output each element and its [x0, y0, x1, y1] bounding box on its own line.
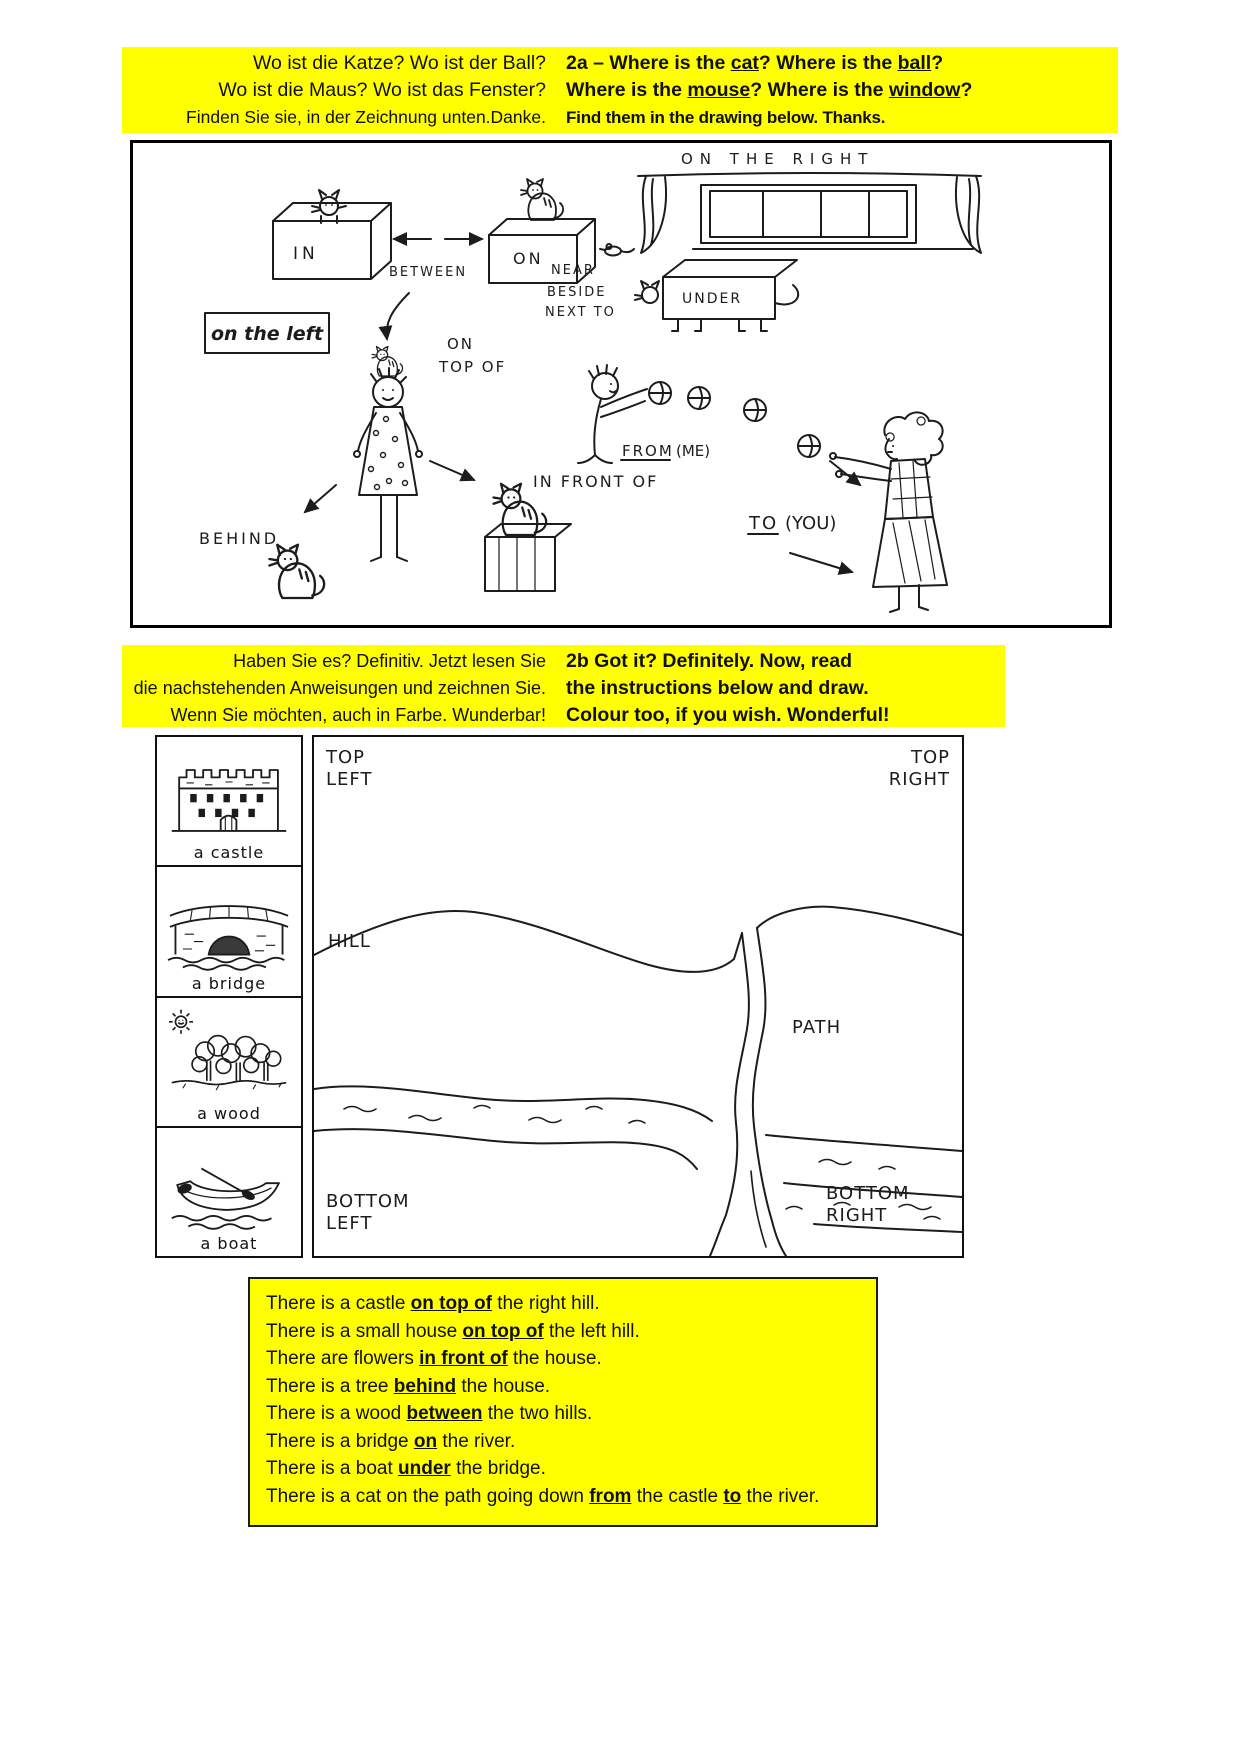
- wood-icon: [159, 1007, 299, 1103]
- german-line: Wo ist die Maus? Wo ist das Fenster?: [218, 79, 546, 101]
- window-illustration: [638, 173, 981, 253]
- prepositions-cartoon: [133, 143, 1109, 625]
- landscape-drawing: [314, 737, 962, 1256]
- english-line: 2b Got it? Definitely. Now, read: [566, 650, 853, 672]
- section-2a-english: [546, 50, 1118, 133]
- instructions-box: [248, 1277, 878, 1527]
- cat-in-front: [494, 484, 547, 535]
- woman-illustration: [830, 412, 947, 612]
- german-line: Finden Sie sie, in der Zeichnung unten.Danke.: [186, 107, 546, 127]
- arrow-ball-flight: [830, 461, 860, 485]
- path-left-edge: [710, 933, 749, 1256]
- label-behind: BEHIND: [199, 529, 280, 548]
- label-path: PATH: [792, 1017, 842, 1038]
- cat-in-box-illustration: [273, 190, 391, 279]
- key-label-castle: a castle: [193, 843, 265, 863]
- key-label-boat: a boat: [200, 1234, 258, 1253]
- label-on-the-left: on the left: [210, 323, 324, 345]
- cat-on-box: [521, 179, 563, 220]
- label-on-top-of-1: ON: [447, 335, 475, 353]
- label-between: BETWEEN: [389, 265, 468, 280]
- label-bottom-right-2: RIGHT: [826, 1205, 888, 1226]
- german-line: Wo ist die Katze? Wo ist der Ball?: [253, 52, 546, 74]
- instruction-line: There is a bridge on the river.: [266, 1430, 516, 1452]
- label-from: FROM: [622, 442, 674, 460]
- bridge-icon: [159, 877, 299, 973]
- instruction-line: There is a boat under the bridge.: [266, 1458, 546, 1479]
- instruction-line: There is a tree behind the house.: [266, 1375, 551, 1397]
- key-cell-wood: [157, 998, 301, 1128]
- boat-icon: [159, 1137, 299, 1233]
- cat-behind: [269, 545, 324, 598]
- label-bottom-left-2: LEFT: [326, 1213, 373, 1234]
- label-top-right-2: RIGHT: [888, 769, 950, 790]
- key-cell-bridge: [157, 867, 301, 997]
- label-me: (ME): [676, 442, 711, 460]
- english-line: Where is the mouse? Where is the window?: [566, 79, 973, 101]
- label-on-the-right: ON THE RIGHT: [681, 150, 875, 168]
- german-line: Haben Sie es? Definitiv. Jetzt lesen Sie: [233, 651, 546, 671]
- label-under: UNDER: [682, 291, 743, 307]
- key-label-wood: a wood: [197, 1103, 261, 1123]
- german-line: Wenn Sie möchten, auch in Farbe. Wunderbar!: [170, 705, 546, 725]
- label-beside: BESIDE: [547, 285, 607, 300]
- arrow-behind: [305, 485, 336, 512]
- castle-icon: [159, 746, 299, 842]
- english-line: the instructions below and draw.: [566, 677, 869, 699]
- section-2b-german: [122, 648, 546, 727]
- river-bottom-bank: [314, 1129, 697, 1169]
- label-next-to: NEXT TO: [545, 305, 616, 320]
- arrow-to-you: [790, 553, 852, 572]
- label-bottom-left-1: BOTTOM: [326, 1191, 410, 1212]
- instruction-line: There are flowers in front of the house.: [266, 1348, 602, 1369]
- label-hill: HILL: [328, 931, 371, 952]
- label-to: TO: [749, 513, 779, 534]
- english-line: 2a – Where is the cat? Where is the ball?: [566, 52, 944, 74]
- label-in: IN: [293, 244, 319, 264]
- left-hill: [314, 911, 742, 972]
- river-right-top: [766, 1135, 962, 1151]
- label-near: NEAR: [551, 263, 595, 278]
- section-2b-header: [122, 645, 1005, 727]
- instruction-line: There is a castle on top of the right hill.: [266, 1293, 600, 1314]
- label-on-top-of-2: TOP OF: [439, 358, 507, 376]
- section-2a-german: [122, 50, 546, 133]
- key-cell-boat: [157, 1128, 301, 1256]
- landscape-drawing-frame: [312, 735, 964, 1258]
- label-bottom-right-1: BOTTOM: [826, 1183, 910, 1204]
- english-line: Find them in the drawing below. Thanks.: [566, 108, 886, 127]
- girl-illustration: [354, 368, 422, 561]
- label-top-right-1: TOP: [910, 747, 950, 768]
- english-line: Colour too, if you wish. Wonderful!: [566, 704, 890, 726]
- river-top-bank: [314, 1086, 712, 1121]
- label-top-left-2: LEFT: [326, 769, 373, 790]
- german-line: die nachstehenden Anweisungen und zeichnen Sie.: [133, 678, 546, 698]
- label-on: ON: [513, 249, 544, 268]
- instruction-line: There is a cat on the path going down from the castle to the river.: [266, 1485, 820, 1507]
- key-label-bridge: a bridge: [191, 973, 267, 993]
- arrow-to-girl: [387, 293, 409, 339]
- path-right-edge: [753, 928, 786, 1256]
- mouse-illustration: [600, 244, 634, 256]
- label-in-front-of: IN FRONT OF: [533, 472, 659, 491]
- section-2a-header: [122, 47, 1118, 133]
- instruction-line: There is a small house on top of the left hill.: [266, 1320, 640, 1342]
- right-hill: [757, 907, 962, 935]
- section-2b-english: [546, 648, 1005, 727]
- arrow-in-front: [430, 461, 474, 480]
- key-cell-castle: [157, 737, 301, 867]
- label-you: (YOU): [785, 513, 837, 534]
- path-fork: [751, 1171, 766, 1247]
- prepositions-drawing-frame: [130, 140, 1112, 628]
- label-top-left-1: TOP: [326, 747, 366, 768]
- picture-key: [155, 735, 303, 1258]
- instruction-line: There is a wood between the two hills.: [266, 1403, 593, 1424]
